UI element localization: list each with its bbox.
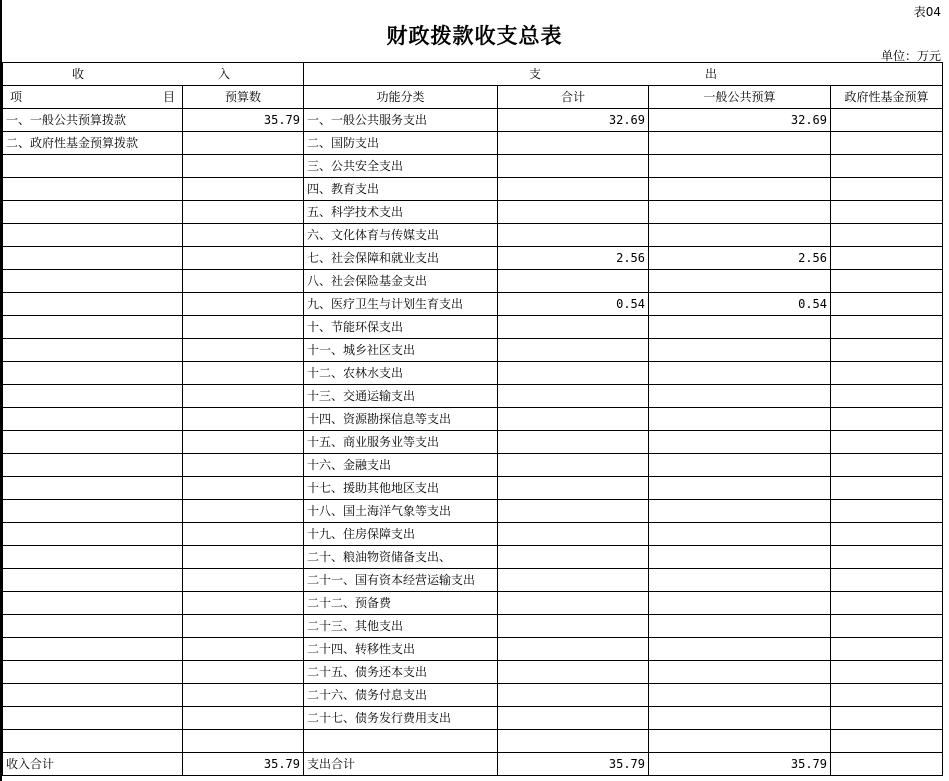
income-item-cell[interactable] — [3, 638, 183, 661]
total-cell[interactable] — [498, 316, 649, 339]
function-category-cell[interactable]: 二十四、转移性支出 — [304, 638, 498, 661]
function-category-cell[interactable]: 二十六、债务付息支出 — [304, 684, 498, 707]
income-item-cell[interactable] — [3, 431, 183, 454]
fund-budget-cell[interactable] — [831, 385, 943, 408]
fund-header[interactable]: 政府性基金预算 — [831, 86, 943, 109]
income-amount-cell[interactable]: 35.79 — [183, 753, 304, 776]
income-item-cell[interactable] — [3, 730, 183, 753]
total-cell[interactable] — [498, 730, 649, 753]
fund-budget-cell[interactable] — [831, 707, 943, 730]
table-row — [3, 615, 943, 638]
fund-budget-cell[interactable] — [831, 615, 943, 638]
general-budget-cell[interactable] — [649, 431, 831, 454]
total-cell[interactable] — [498, 270, 649, 293]
general-budget-cell[interactable] — [649, 684, 831, 707]
general-budget-cell[interactable] — [649, 500, 831, 523]
function-category-cell[interactable]: 二十七、债务发行费用支出 — [304, 707, 498, 730]
table-row — [3, 224, 943, 247]
total-cell[interactable] — [498, 339, 649, 362]
function-category-cell[interactable]: 十四、资源勘探信息等支出 — [304, 408, 498, 431]
function-category-cell[interactable]: 十、节能环保支出 — [304, 316, 498, 339]
function-category-cell[interactable]: 五、科学技术支出 — [304, 201, 498, 224]
total-cell[interactable] — [498, 615, 649, 638]
income-amount-cell[interactable] — [183, 316, 304, 339]
table-row — [3, 132, 943, 155]
total-cell[interactable] — [498, 155, 649, 178]
income-amount-cell[interactable] — [183, 661, 304, 684]
income-amount-cell[interactable] — [183, 638, 304, 661]
total-cell[interactable] — [498, 523, 649, 546]
income-amount-cell[interactable] — [183, 201, 304, 224]
income-item-cell[interactable] — [3, 155, 183, 178]
general-budget-cell[interactable] — [649, 477, 831, 500]
income-amount-cell[interactable] — [183, 224, 304, 247]
function-category-cell[interactable]: 八、社会保险基金支出 — [304, 270, 498, 293]
income-item-cell[interactable] — [3, 178, 183, 201]
total-cell[interactable] — [498, 500, 649, 523]
table-row — [3, 477, 943, 500]
fund-budget-cell[interactable] — [831, 638, 943, 661]
table-row — [3, 293, 943, 316]
function-category-cell[interactable]: 二十五、债务还本支出 — [304, 661, 498, 684]
fund-budget-cell[interactable] — [831, 293, 943, 316]
item-header[interactable] — [3, 86, 183, 109]
table-row — [3, 730, 943, 753]
income-amount-cell[interactable] — [183, 155, 304, 178]
income-item-cell[interactable] — [3, 592, 183, 615]
total-cell[interactable] — [498, 431, 649, 454]
function-category-cell[interactable]: 二十二、预备费 — [304, 592, 498, 615]
expense-header-a: 支 — [529, 67, 542, 81]
income-item-cell[interactable] — [3, 224, 183, 247]
income-item-cell[interactable] — [3, 408, 183, 431]
total-cell[interactable] — [498, 201, 649, 224]
function-category-cell[interactable]: 一、一般公共服务支出 — [304, 109, 498, 132]
general-budget-cell[interactable] — [649, 707, 831, 730]
function-category-cell[interactable] — [304, 730, 498, 753]
table-row — [3, 247, 943, 270]
total-cell[interactable] — [498, 707, 649, 730]
header-row-2 — [3, 86, 943, 109]
function-category-cell[interactable]: 十一、城乡社区支出 — [304, 339, 498, 362]
table-row — [3, 155, 943, 178]
fund-budget-cell[interactable] — [831, 247, 943, 270]
income-amount-cell[interactable] — [183, 569, 304, 592]
table-row — [3, 638, 943, 661]
item-header-a: 项 — [10, 90, 23, 104]
table-row — [3, 661, 943, 684]
function-category-cell[interactable]: 十五、商业服务业等支出 — [304, 431, 498, 454]
total-cell[interactable] — [498, 546, 649, 569]
fund-budget-cell[interactable] — [831, 569, 943, 592]
item-header-b: 目 — [162, 90, 175, 104]
general-budget-cell[interactable] — [649, 385, 831, 408]
income-amount-cell[interactable] — [183, 500, 304, 523]
income-item-cell[interactable] — [3, 247, 183, 270]
general-budget-cell[interactable] — [649, 638, 831, 661]
income-item-cell[interactable] — [3, 477, 183, 500]
income-amount-cell[interactable] — [183, 707, 304, 730]
table-tag: 表04 — [913, 5, 941, 19]
income-amount-cell[interactable] — [183, 247, 304, 270]
page-title: 财政拨款收支总表 — [386, 24, 563, 48]
function-category-cell[interactable]: 二十三、其他支出 — [304, 615, 498, 638]
function-category-cell[interactable]: 十七、援助其他地区支出 — [304, 477, 498, 500]
total-cell[interactable] — [498, 638, 649, 661]
fund-budget-cell[interactable] — [831, 339, 943, 362]
fund-budget-cell[interactable] — [831, 270, 943, 293]
income-amount-cell[interactable] — [183, 132, 304, 155]
income-item-cell[interactable] — [3, 615, 183, 638]
income-item-cell[interactable] — [3, 454, 183, 477]
fund-budget-cell[interactable] — [831, 316, 943, 339]
function-category-cell[interactable]: 十八、国土海洋气象等支出 — [304, 500, 498, 523]
income-item-cell[interactable] — [3, 707, 183, 730]
general-budget-cell[interactable] — [649, 408, 831, 431]
general-budget-cell[interactable] — [649, 339, 831, 362]
income-amount-cell[interactable] — [183, 615, 304, 638]
income-amount-cell[interactable] — [183, 592, 304, 615]
income-item-cell[interactable] — [3, 546, 183, 569]
table-row — [3, 362, 943, 385]
general-budget-cell[interactable] — [649, 270, 831, 293]
income-item-cell[interactable] — [3, 293, 183, 316]
income-header-b: 入 — [217, 67, 230, 81]
income-amount-cell[interactable] — [183, 546, 304, 569]
income-amount-cell[interactable] — [183, 431, 304, 454]
table-row — [3, 523, 943, 546]
income-amount-cell[interactable] — [183, 339, 304, 362]
income-item-cell[interactable] — [3, 339, 183, 362]
total-cell[interactable] — [498, 385, 649, 408]
table-row — [3, 431, 943, 454]
fund-budget-cell[interactable] — [831, 730, 943, 753]
income-header[interactable] — [3, 63, 304, 86]
function-category-cell[interactable]: 支出合计 — [304, 753, 498, 776]
general-budget-cell[interactable] — [649, 592, 831, 615]
income-header-a: 收 — [72, 67, 85, 81]
general-budget-cell[interactable]: 35.79 — [649, 753, 831, 776]
income-item-cell[interactable] — [3, 201, 183, 224]
income-amount-cell[interactable] — [183, 362, 304, 385]
general-budget-cell[interactable] — [649, 201, 831, 224]
table-row — [3, 408, 943, 431]
income-amount-cell[interactable] — [183, 293, 304, 316]
fund-budget-cell[interactable] — [831, 477, 943, 500]
fund-budget-cell[interactable] — [831, 661, 943, 684]
budget-header[interactable]: 预算数 — [183, 86, 304, 109]
general-header[interactable]: 一般公共预算 — [649, 86, 831, 109]
fund-budget-cell[interactable] — [831, 178, 943, 201]
table-row — [3, 316, 943, 339]
total-cell[interactable] — [498, 569, 649, 592]
fund-budget-cell[interactable] — [831, 431, 943, 454]
table-row — [3, 707, 943, 730]
general-budget-cell[interactable] — [649, 362, 831, 385]
income-amount-cell[interactable] — [183, 684, 304, 707]
function-category-cell[interactable]: 四、教育支出 — [304, 178, 498, 201]
function-category-cell[interactable]: 二十一、国有资本经营运输支出 — [304, 569, 498, 592]
general-budget-cell[interactable]: 0.54 — [649, 293, 831, 316]
total-cell[interactable] — [498, 661, 649, 684]
income-item-cell[interactable]: 收入合计 — [3, 753, 183, 776]
table-row — [3, 592, 943, 615]
fund-budget-cell[interactable] — [831, 132, 943, 155]
expense-header[interactable] — [304, 63, 943, 86]
general-budget-cell[interactable] — [649, 454, 831, 477]
fund-budget-cell[interactable] — [831, 408, 943, 431]
total-cell[interactable] — [498, 362, 649, 385]
total-cell[interactable] — [498, 592, 649, 615]
income-item-cell[interactable] — [3, 500, 183, 523]
income-item-cell[interactable] — [3, 385, 183, 408]
header-row-1 — [3, 63, 943, 86]
expense-header-b: 出 — [704, 67, 717, 81]
function-category-cell[interactable]: 十九、住房保障支出 — [304, 523, 498, 546]
fund-budget-cell[interactable] — [831, 546, 943, 569]
fund-budget-cell[interactable] — [831, 684, 943, 707]
income-item-cell[interactable] — [3, 316, 183, 339]
general-budget-cell[interactable]: 32.69 — [649, 109, 831, 132]
general-budget-cell[interactable] — [649, 132, 831, 155]
function-category-cell[interactable]: 十六、金融支出 — [304, 454, 498, 477]
function-category-cell[interactable]: 二十、粮油物资储备支出、 — [304, 546, 498, 569]
function-category-cell[interactable]: 九、医疗卫生与计划生育支出 — [304, 293, 498, 316]
income-item-cell[interactable]: 二、政府性基金预算拨款 — [3, 132, 183, 155]
fund-budget-cell[interactable] — [831, 753, 943, 776]
total-cell[interactable]: 0.54 — [498, 293, 649, 316]
general-budget-cell[interactable] — [649, 661, 831, 684]
function-category-cell[interactable]: 十二、农林水支出 — [304, 362, 498, 385]
total-cell[interactable] — [498, 224, 649, 247]
total-cell[interactable]: 32.69 — [498, 109, 649, 132]
income-item-cell[interactable] — [3, 569, 183, 592]
total-cell[interactable] — [498, 408, 649, 431]
table-row — [3, 546, 943, 569]
total-cell[interactable] — [498, 132, 649, 155]
total-cell[interactable]: 35.79 — [498, 753, 649, 776]
total-cell[interactable] — [498, 454, 649, 477]
table-row — [3, 339, 943, 362]
income-item-cell[interactable] — [3, 270, 183, 293]
income-item-cell[interactable] — [3, 523, 183, 546]
income-amount-cell[interactable] — [183, 385, 304, 408]
table-row — [3, 270, 943, 293]
unit-label: 单位：万元 — [880, 49, 941, 63]
total-cell[interactable]: 2.56 — [498, 247, 649, 270]
total-cell[interactable] — [498, 178, 649, 201]
table-row — [3, 201, 943, 224]
table-row — [3, 500, 943, 523]
function-category-cell[interactable]: 三、公共安全支出 — [304, 155, 498, 178]
fund-budget-cell[interactable] — [831, 155, 943, 178]
income-amount-cell[interactable] — [183, 408, 304, 431]
table-row — [3, 109, 943, 132]
income-amount-cell[interactable] — [183, 178, 304, 201]
table-row — [3, 178, 943, 201]
general-budget-cell[interactable] — [649, 224, 831, 247]
func-header[interactable]: 功能分类 — [304, 86, 498, 109]
table-row — [3, 684, 943, 707]
general-budget-cell[interactable] — [649, 730, 831, 753]
budget-table — [2, 62, 943, 776]
fund-budget-cell[interactable] — [831, 454, 943, 477]
income-item-cell[interactable] — [3, 362, 183, 385]
fund-budget-cell[interactable] — [831, 109, 943, 132]
fund-budget-cell[interactable] — [831, 201, 943, 224]
function-category-cell[interactable]: 七、社会保障和就业支出 — [304, 247, 498, 270]
general-budget-cell[interactable] — [649, 615, 831, 638]
function-category-cell[interactable]: 六、文化体育与传媒支出 — [304, 224, 498, 247]
total-cell[interactable] — [498, 684, 649, 707]
income-item-cell[interactable] — [3, 684, 183, 707]
general-budget-cell[interactable] — [649, 523, 831, 546]
total-cell[interactable] — [498, 477, 649, 500]
table-row — [3, 753, 943, 776]
income-amount-cell[interactable] — [183, 730, 304, 753]
table-row — [3, 454, 943, 477]
fund-budget-cell[interactable] — [831, 500, 943, 523]
income-item-cell[interactable] — [3, 661, 183, 684]
general-budget-cell[interactable] — [649, 569, 831, 592]
fund-budget-cell[interactable] — [831, 362, 943, 385]
income-item-cell[interactable]: 一、一般公共预算拨款 — [3, 109, 183, 132]
function-category-cell[interactable]: 十三、交通运输支出 — [304, 385, 498, 408]
fund-budget-cell[interactable] — [831, 224, 943, 247]
table-row — [3, 385, 943, 408]
total-header[interactable]: 合计 — [498, 86, 649, 109]
table-row — [3, 569, 943, 592]
income-amount-cell[interactable]: 35.79 — [183, 109, 304, 132]
income-amount-cell[interactable] — [183, 454, 304, 477]
income-amount-cell[interactable] — [183, 270, 304, 293]
general-budget-cell[interactable] — [649, 178, 831, 201]
income-amount-cell[interactable] — [183, 477, 304, 500]
general-budget-cell[interactable]: 2.56 — [649, 247, 831, 270]
fund-budget-cell[interactable] — [831, 592, 943, 615]
fund-budget-cell[interactable] — [831, 523, 943, 546]
income-amount-cell[interactable] — [183, 523, 304, 546]
general-budget-cell[interactable] — [649, 546, 831, 569]
general-budget-cell[interactable] — [649, 316, 831, 339]
function-category-cell[interactable]: 二、国防支出 — [304, 132, 498, 155]
general-budget-cell[interactable] — [649, 155, 831, 178]
